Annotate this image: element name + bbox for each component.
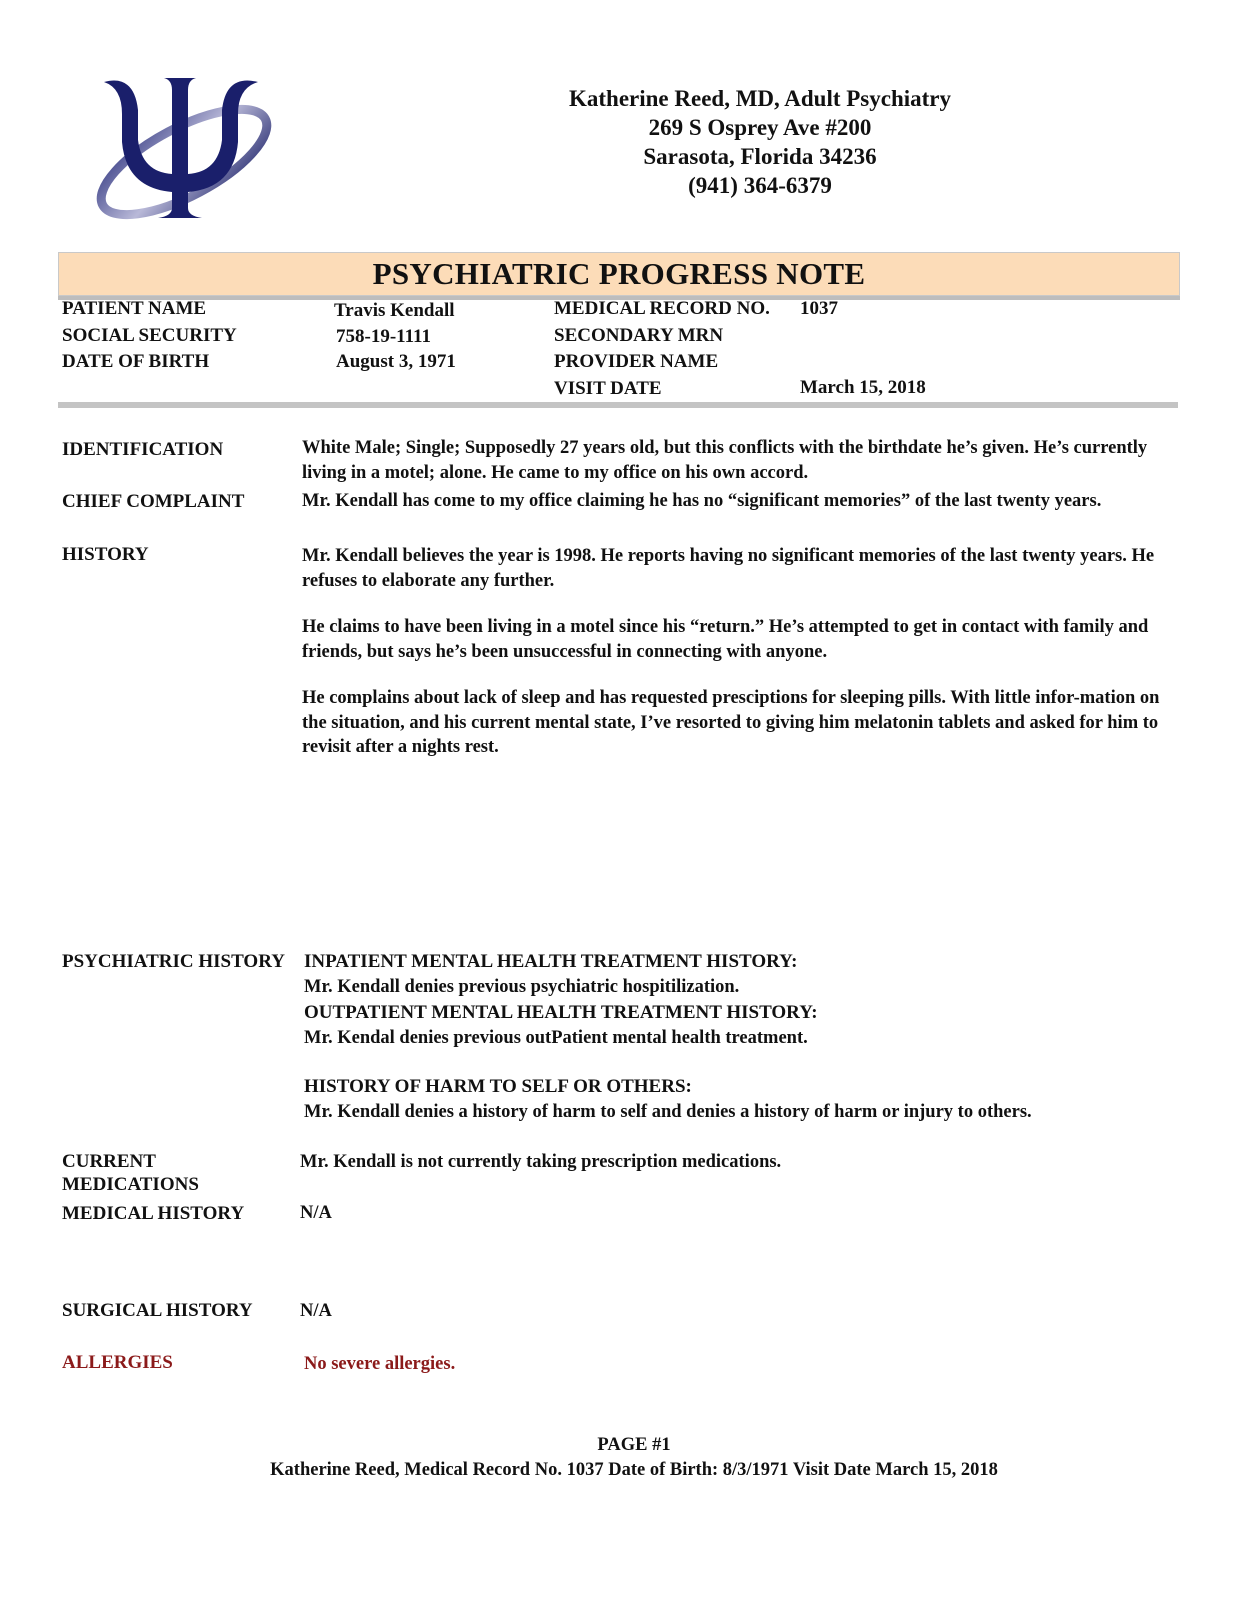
chief-complaint-label: CHIEF COMPLAINT xyxy=(62,491,245,512)
patient-name-label: PATIENT NAME xyxy=(62,298,207,319)
document-title: PSYCHIATRIC PROGRESS NOTE xyxy=(58,252,1180,296)
allergies-label: ALLERGIES xyxy=(62,1352,173,1373)
medical-history-text: N/A xyxy=(300,1203,332,1223)
footer-summary: Katherine Reed, Medical Record No. 1037 Date of Birth: 8/3/1971 Visit Date March 15, 2018 xyxy=(270,1460,998,1480)
dob-label: DATE OF BIRTH xyxy=(62,351,210,372)
divider xyxy=(58,402,1178,408)
inpatient-text: Mr. Kendall denies previous psychiatric hospitilization. xyxy=(304,977,740,997)
dob-value: August 3, 1971 xyxy=(336,351,456,372)
outpatient-text: Mr. Kendal denies previous outPatient mental health treatment. xyxy=(304,1028,808,1048)
inpatient-heading: INPATIENT MENTAL HEALTH TREATMENT HISTORY: xyxy=(304,951,798,972)
current-medications-label-line2: MEDICATIONS xyxy=(62,1174,199,1195)
identification-label: IDENTIFICATION xyxy=(62,439,224,460)
practice-phone: (941) 364-6379 xyxy=(688,173,832,198)
mrn-value: 1037 xyxy=(800,298,838,319)
ssn-label: SOCIAL SECURITY xyxy=(62,325,237,346)
outpatient-heading: OUTPATIENT MENTAL HEALTH TREATMENT HISTORY: xyxy=(304,1002,818,1023)
secondary-mrn-label: SECONDARY MRN xyxy=(554,325,724,346)
allergies-text: No severe allergies. xyxy=(304,1354,456,1374)
provider-name-label: PROVIDER NAME xyxy=(554,351,719,372)
current-medications-label xyxy=(62,1150,302,1196)
current-medications-text: Mr. Kendall is not currently taking prescription medications. xyxy=(300,1152,782,1172)
mrn-label: MEDICAL RECORD NO. xyxy=(554,298,770,319)
medical-history-label: MEDICAL HISTORY xyxy=(62,1203,245,1224)
history-paragraph-3: He complains about lack of sleep and has requested presciptions for sleeping pills. With little infor-mation on the situation, and his current mental state, I’ve resorted to giving him melatonin tablets and asked for him to revisit after a nights rest. xyxy=(302,688,1160,757)
surgical-history-label: SURGICAL HISTORY xyxy=(62,1300,253,1321)
identification-text: White Male; Single; Supposedly 27 years old, but this conflicts with the birthdate he’s given. He’s currently living in a motel; alone. He came to my office on his own accord. xyxy=(302,438,1148,483)
practice-name: Katherine Reed, MD, Adult Psychiatry xyxy=(568,86,951,111)
chief-complaint-text: Mr. Kendall has come to my office claiming he has no “significant memories” of the last twenty years. xyxy=(302,491,1102,511)
visit-date-label: VISIT DATE xyxy=(554,378,662,399)
surgical-history-text: N/A xyxy=(300,1301,332,1321)
ssn-value: 758-19-1111 xyxy=(336,326,432,347)
page-number: PAGE #1 xyxy=(597,1435,671,1455)
practice-address-line2: Sarasota, Florida 34236 xyxy=(643,144,877,169)
history-paragraph-1: Mr. Kendall believes the year is 1998. He reports having no significant memories of the last twenty years. He refuses to elaborate any further. xyxy=(302,546,1155,591)
visit-date-value: March 15, 2018 xyxy=(800,377,926,398)
history-paragraph-2: He claims to have been living in a motel since his “return.” He’s attempted to get in contact with family and friends, but says he’s been unsuccessful in connecting with anyone. xyxy=(302,617,1149,662)
harm-text: Mr. Kendall denies a history of harm to self and denies a history of harm or injury to others. xyxy=(304,1102,1032,1122)
current-medications-label-line1: CURRENT xyxy=(62,1151,156,1172)
psi-logo-icon xyxy=(86,70,276,230)
patient-name-value: Travis Kendall xyxy=(334,300,455,321)
harm-heading: HISTORY OF HARM TO SELF OR OTHERS: xyxy=(304,1076,692,1097)
practice-address-line1: 269 S Osprey Ave #200 xyxy=(648,115,872,140)
history-label: HISTORY xyxy=(62,544,149,565)
psychiatric-history-label: PSYCHIATRIC HISTORY xyxy=(62,951,285,972)
